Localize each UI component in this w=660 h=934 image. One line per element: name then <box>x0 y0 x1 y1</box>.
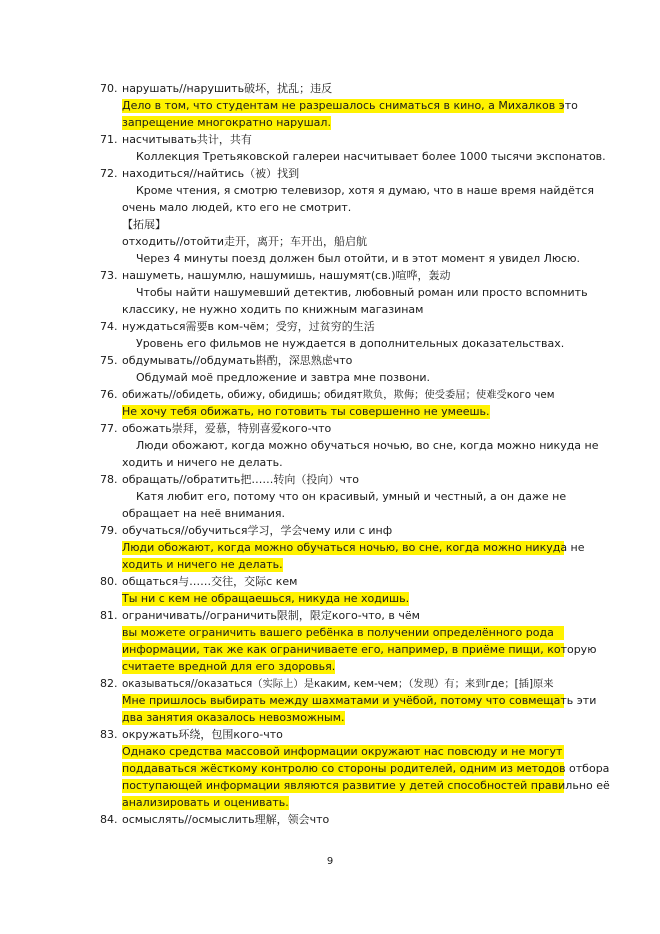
example-line: ходить и ничего не делать. <box>122 456 283 469</box>
example-line: Кроме чтения, я смотрю телевизор, хотя я думаю, что в наше время найдётся <box>122 184 595 197</box>
entry-headword: осмыслять//осмыслить理解，领会что <box>122 813 330 826</box>
entry-headword: обожать崇拜，爱慕，特别喜爱кого-что <box>122 422 332 435</box>
example-line: считаете вредной для его здоровья. <box>122 660 336 673</box>
example-line: запрещение многократно нарушал. <box>122 116 331 129</box>
entry-headword: ограничивать//ограничить限制，限定кого-что, в чём <box>122 609 420 622</box>
entry-headword: оказываться//оказаться（实际上）是каким, кем-чем；（发现）有；来到где；[插]原来 <box>122 678 554 690</box>
entry-number: 83. <box>100 728 118 741</box>
example-line: вы можете ограничить вашего ребёнка в получении определённого рода <box>122 626 564 640</box>
entry-number: 70. <box>100 82 118 95</box>
example-line: поступающей информации являются развитие у детей способностей правильно её <box>122 779 610 792</box>
entry-number: 80. <box>100 575 118 588</box>
example-line: поддаваться жёсткому контролю со стороны родителей, одним из методов отбора <box>122 762 610 775</box>
entry-headword: обучаться//обучиться学习，学会чему или с инф <box>122 524 393 537</box>
example-line: Дело в том, что студентам не разрешалось сниматься в кино, а Михалков это <box>122 99 578 112</box>
entry-number: 81. <box>100 609 118 622</box>
example-line: классику, не нужно ходить по книжным магазинам <box>122 303 424 316</box>
example-line: Не хочу тебя обижать, но готовить ты совершенно не умеешь. <box>122 405 490 418</box>
example-line: Обдумай моё предложение и завтра мне позвони. <box>122 371 431 384</box>
entry-number: 71. <box>100 133 118 146</box>
entry-headword: отходить//отойти走开，离开；车开出，船启航 <box>122 235 368 248</box>
page-number: 9 <box>326 856 334 867</box>
example-line: информации, так же как ограничиваете его, например, в приёме пищи, которую <box>122 643 597 656</box>
entry-headword: обращать//обратить把……转向（投向）что <box>122 473 359 486</box>
entry-headword: находиться//найтись（被）找到 <box>122 167 300 180</box>
example-line: Через 4 минуты поезд должен был отойти, и в этот момент я увидел Люсю. <box>122 252 580 265</box>
entry-headword: нарушать//нарушить破坏，扰乱；违反 <box>122 82 333 95</box>
example-line: Мне пришлось выбирать между шахматами и учёбой, потому что совмещать эти <box>122 694 597 707</box>
entry-number: 79. <box>100 524 118 537</box>
example-line: ходить и ничего не делать. <box>122 558 283 571</box>
section-label-extension: 【拓展】 <box>122 218 166 231</box>
entry-number: 77. <box>100 422 118 435</box>
entry-headword: нашуметь, нашумлю, нашумишь, нашумят(св.)喧哗，轰动 <box>122 269 451 282</box>
example-line: Люди обожают, когда можно обучаться ночью, во сне, когда можно никуда не <box>122 541 585 554</box>
entry-headword: нуждаться需要в ком-чём；受穷，过贫穷的生活 <box>122 320 375 333</box>
entry-headword: обижать//обидеть, обижу, обидишь; обидят欺负，欺侮；使受委屈；使难受кого чем <box>122 389 555 401</box>
example-line: очень мало людей, кто его не смотрит. <box>122 201 352 214</box>
example-line: Коллекция Третьяковской галереи насчитывает более 1000 тысячи экспонатов. <box>122 150 606 163</box>
entry-headword: общаться与……交往，交际с кем <box>122 575 298 588</box>
example-line: Катя любит его, потому что он красивый, умный и честный, а он даже не <box>122 490 567 503</box>
example-line: обращает на неё внимания. <box>122 507 285 520</box>
entry-number: 82. <box>100 677 118 690</box>
entry-number: 75. <box>100 354 118 367</box>
example-line: анализировать и оценивать. <box>122 796 289 809</box>
entry-headword: обдумывать//обдумать斟酌，深思熟虑что <box>122 354 353 367</box>
example-line: Ты ни с кем не обращаешься, никуда не ходишь. <box>122 592 410 605</box>
example-line: Однако средства массовой информации окружают нас повсюду и не могут <box>122 745 563 758</box>
entry-number: 78. <box>100 473 118 486</box>
entry-number: 73. <box>100 269 118 282</box>
entry-number: 72. <box>100 167 118 180</box>
example-line: Чтобы найти нашумевший детектив, любовный роман или просто вспомнить <box>122 286 588 299</box>
entry-number: 84. <box>100 813 118 826</box>
example-line: два занятия оказалось невозможным. <box>122 711 345 724</box>
entry-headword: насчитывать共计，共有 <box>122 133 252 146</box>
entry-headword: окружать环绕，包围кого-что <box>122 728 283 741</box>
example-line: Люди обожают, когда можно обучаться ночью, во сне, когда можно никуда не <box>122 439 599 452</box>
example-line: Уровень его фильмов не нуждается в дополнительных доказательствах. <box>122 337 565 350</box>
entry-number: 76. <box>100 388 118 401</box>
entry-number: 74. <box>100 320 118 333</box>
